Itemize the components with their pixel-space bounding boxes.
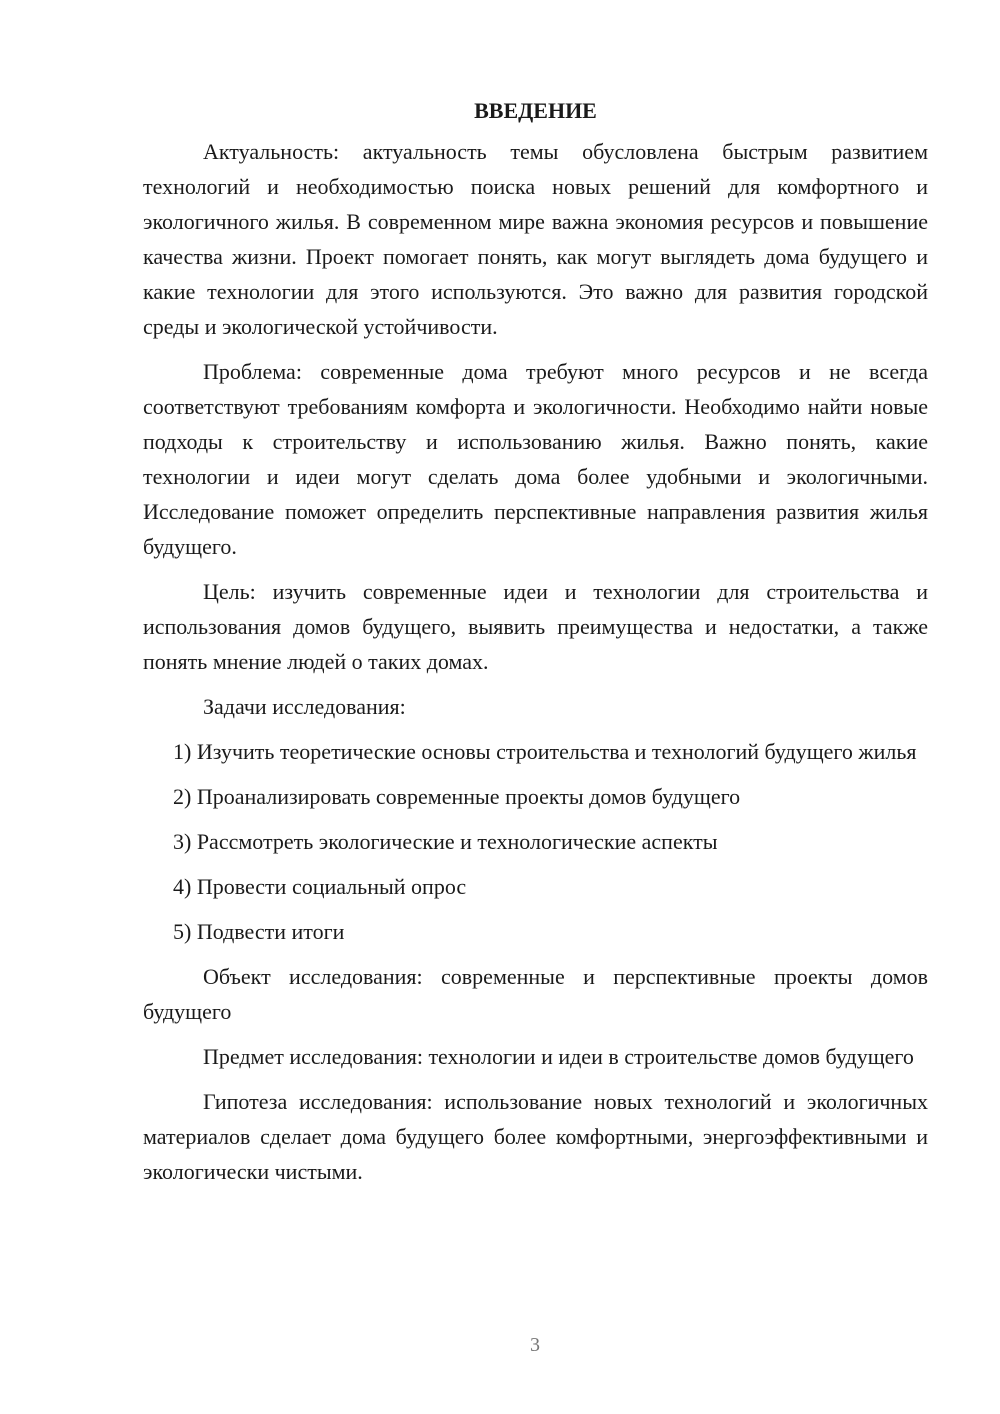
tasks-heading: Задачи исследования: (203, 694, 406, 719)
hypothesis-paragraph: Гипотеза исследования: использование новых технологий и экологичных материалов сделает дома будущего более комфортными, энергоэффективными и экологически чистыми. (143, 1089, 928, 1184)
object-paragraph: Объект исследования: современные и перспективные проекты домов будущего (143, 964, 928, 1024)
task-item: 5) Подвести итоги (173, 919, 345, 944)
page-content (143, 96, 928, 1199)
task-item: 2) Проанализировать современные проекты домов будущего (173, 784, 741, 809)
goal-paragraph: Цель: изучить современные идеи и технологии для строительства и использования домов будущего, выявить преимущества и недостатки, а также понять мнение людей о таких домах. (143, 579, 928, 674)
subject-paragraph: Предмет исследования: технологии и идеи в строительстве домов будущего (203, 1044, 914, 1069)
section-title: ВВЕДЕНИЕ (474, 98, 597, 123)
task-item: 4) Провести социальный опрос (173, 874, 467, 899)
problem-paragraph: Проблема: современные дома требуют много ресурсов и не всегда соответствуют требованиям комфорта и экологичности. Необходимо найти новые подходы к строительству и использованию жилья. Важно понять, какие технологии и идеи могут сделать дома более удобными и экологичными. Исследование поможет определить перспективные направления развития жилья будущего. (143, 359, 928, 559)
relevance-paragraph: Актуальность: актуальность темы обусловлена быстрым развитием технологий и необходимостью поиска новых решений для комфортного и экологичного жилья. В современном мире важна экономия ресурсов и повышение качества жизни. Проект помогает понять, как могут выглядеть дома будущего и какие технологии для этого используются. Это важно для развития городской среды и экологической устойчивости. (143, 139, 928, 339)
page-number: 3 (530, 1334, 540, 1356)
task-item: 3) Рассмотреть экологические и технологические аспекты (173, 829, 718, 854)
task-item: 1) Изучить теоретические основы строительства и технологий будущего жилья (173, 739, 917, 764)
